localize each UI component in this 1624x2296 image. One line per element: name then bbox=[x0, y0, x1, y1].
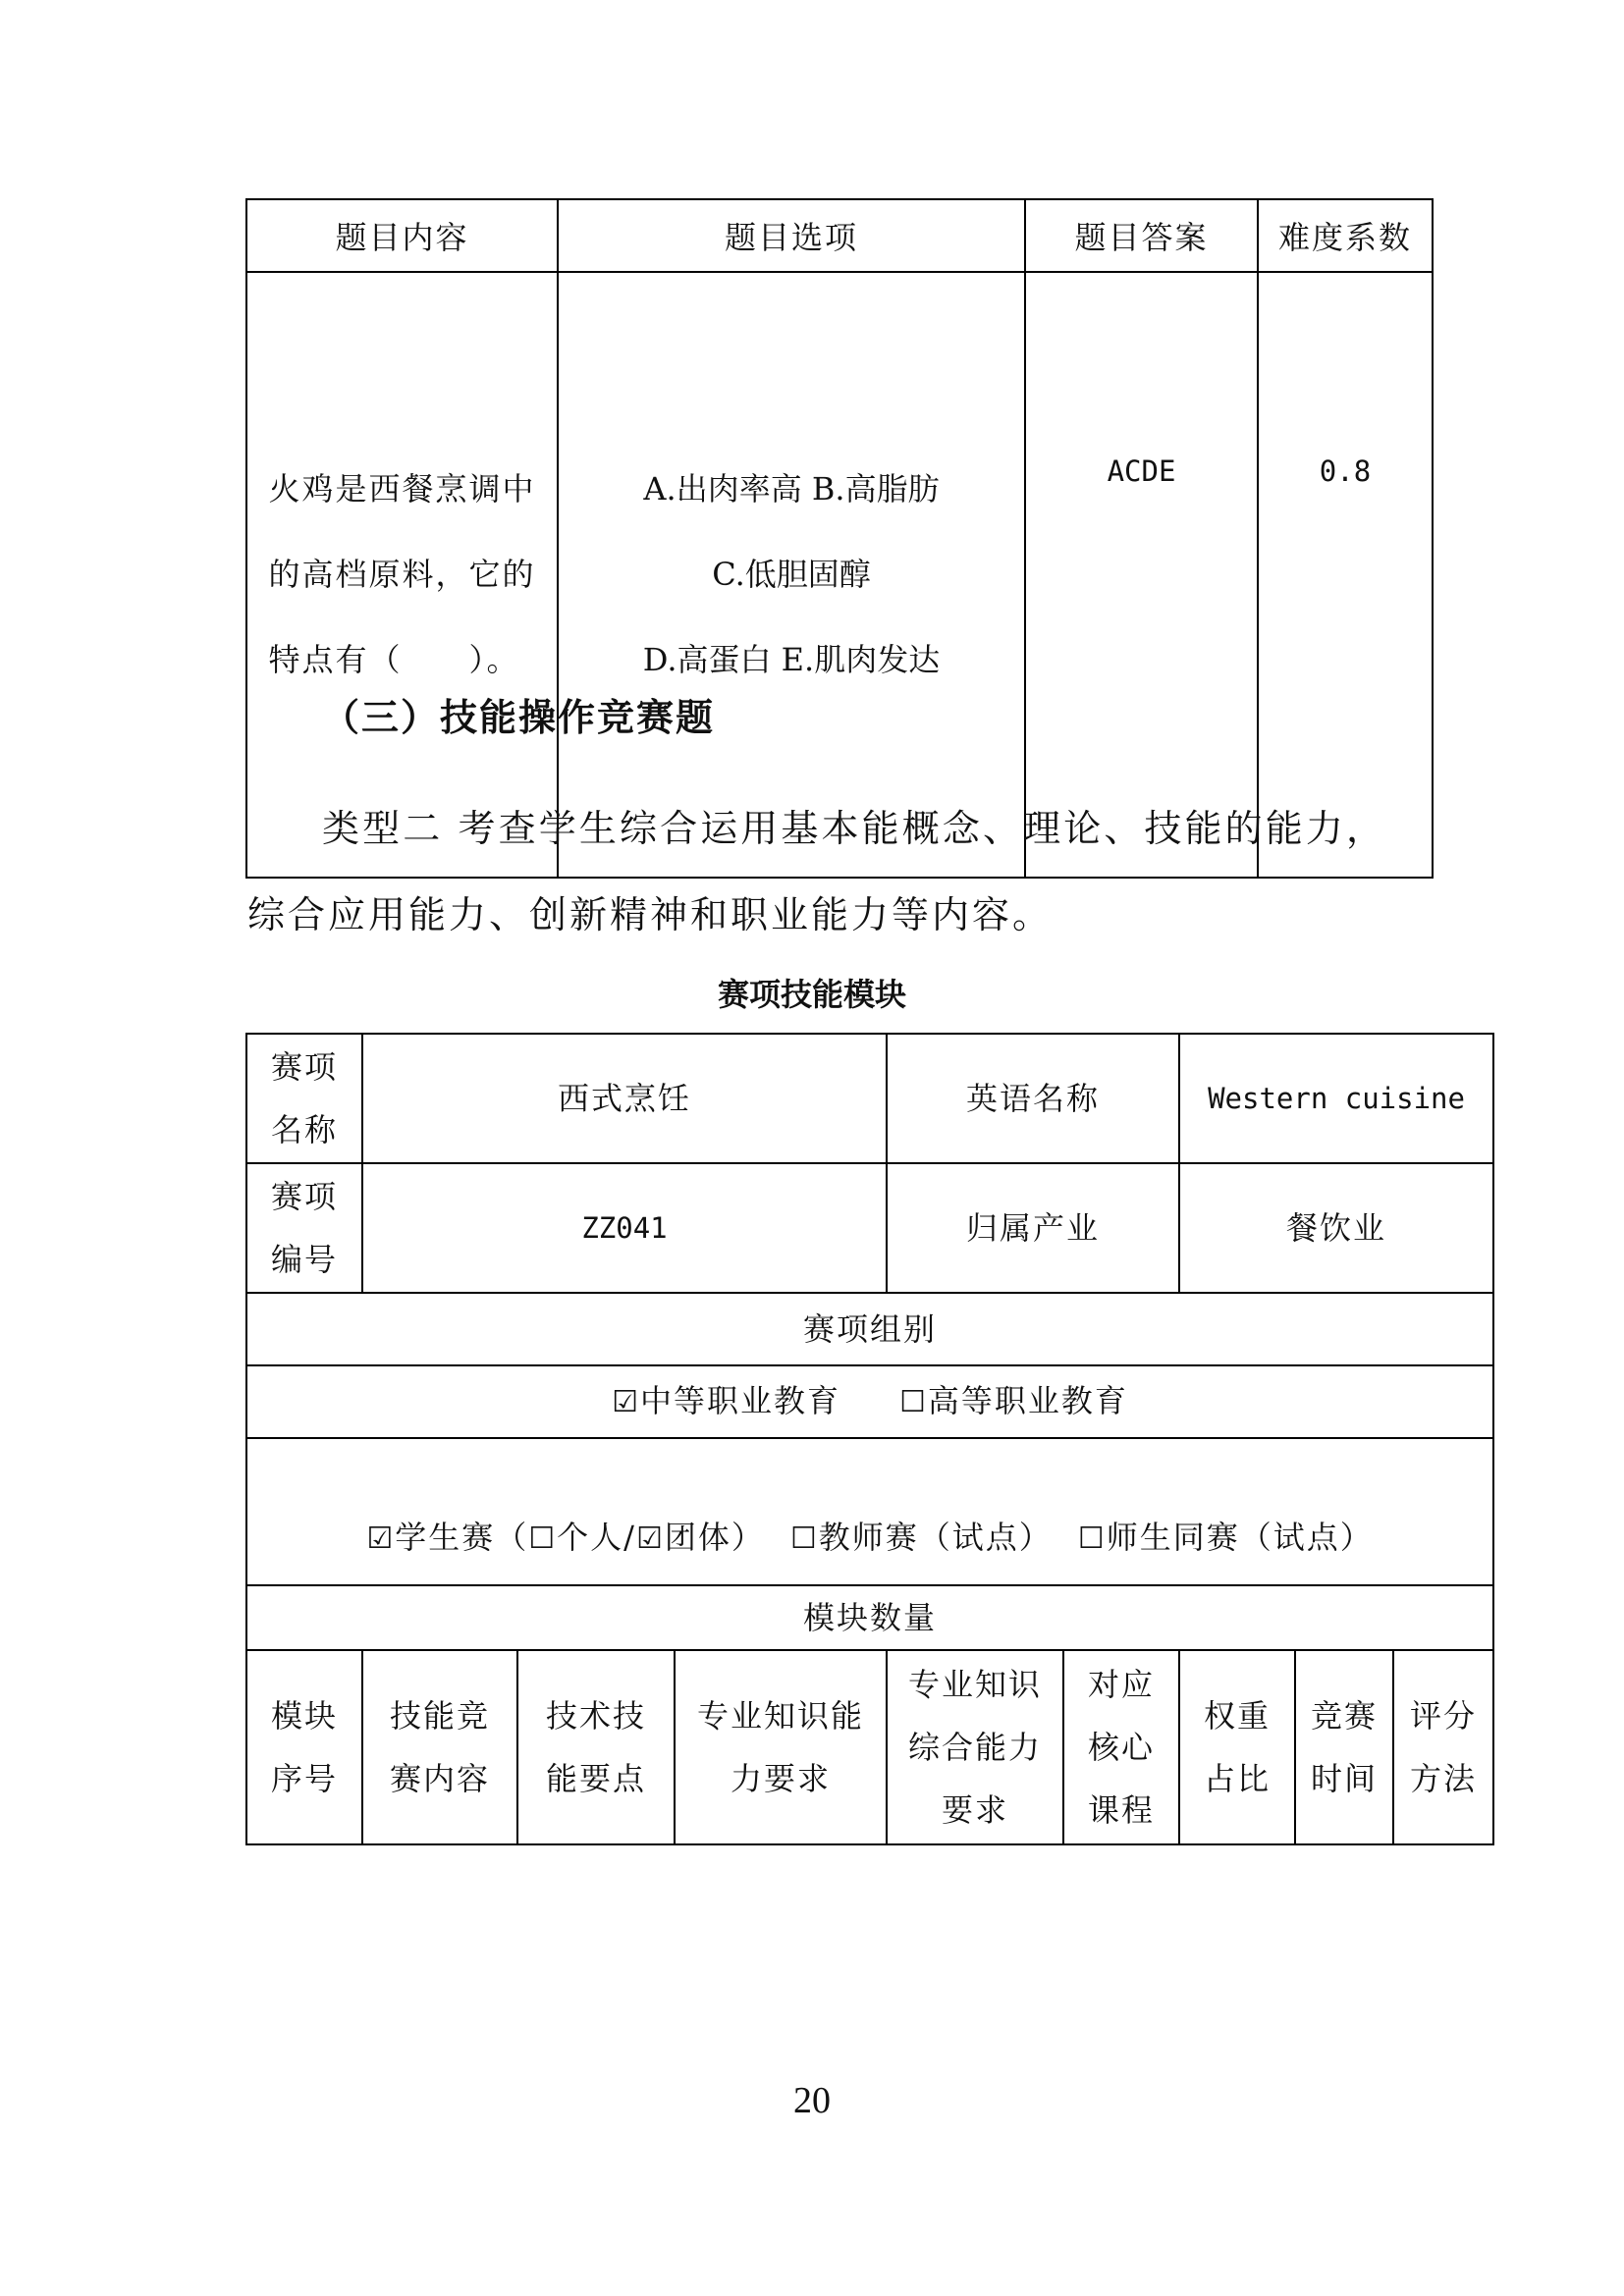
difficulty-value: 0.8 bbox=[1258, 272, 1433, 878]
column-line: 要求 bbox=[942, 1791, 1009, 1829]
label-line: 赛项 bbox=[270, 1048, 338, 1086]
column-line: 模块 bbox=[270, 1697, 338, 1735]
question-answer: ACDE bbox=[1025, 272, 1258, 878]
column-line: 占比 bbox=[1204, 1760, 1272, 1797]
column-line: 核心 bbox=[1088, 1729, 1156, 1766]
label-line: 名称 bbox=[270, 1111, 338, 1148]
column-knowledge-requirements bbox=[675, 1650, 887, 1844]
column-comprehensive-requirements bbox=[887, 1650, 1063, 1844]
team-label: 团体） bbox=[664, 1519, 765, 1556]
competition-type-row bbox=[246, 1438, 1493, 1585]
label-line: 赛项 bbox=[270, 1178, 338, 1215]
secondary-vocational-label: 中等职业教育 bbox=[640, 1382, 841, 1419]
module-count-row bbox=[246, 1585, 1493, 1650]
checkbox-unchecked-icon: ☐ bbox=[528, 1522, 558, 1556]
label-line: 编号 bbox=[270, 1241, 338, 1278]
module-columns-row bbox=[246, 1650, 1493, 1844]
question-text bbox=[268, 447, 535, 703]
option-line: A.出肉率高 B.高脂肪 bbox=[643, 470, 940, 507]
section-paragraph: 类型二 考查学生综合运用基本能概念、理论、技能的能力，综合应用能力、创新精神和职业能力等内容。 bbox=[247, 807, 1386, 936]
column-technical-points bbox=[517, 1650, 675, 1844]
column-line: 综合能力 bbox=[908, 1729, 1043, 1766]
column-line: 力要求 bbox=[731, 1760, 832, 1797]
page-number: 20 bbox=[793, 2080, 831, 2121]
column-scoring-method bbox=[1393, 1650, 1493, 1844]
section-heading: （三）技能操作竞赛题 bbox=[322, 696, 716, 739]
individual-label: 个人/ bbox=[557, 1519, 636, 1556]
column-module-number bbox=[246, 1650, 362, 1844]
industry-value: 餐饮业 bbox=[1179, 1163, 1493, 1293]
checkbox-checked-icon: ☑ bbox=[635, 1522, 665, 1556]
teacher-competition-label: 教师赛（试点） bbox=[818, 1519, 1053, 1556]
event-group-row bbox=[246, 1293, 1493, 1365]
student-competition-label: 学生赛（ bbox=[395, 1519, 529, 1556]
column-core-courses bbox=[1063, 1650, 1179, 1844]
checkbox-unchecked-icon: ☐ bbox=[1077, 1522, 1107, 1556]
column-line: 赛内容 bbox=[389, 1760, 490, 1797]
option-line: D.高蛋白 E.肌肉发达 bbox=[642, 641, 941, 678]
header-question-answer: 题目答案 bbox=[1025, 199, 1258, 272]
higher-vocational-label: 高等职业教育 bbox=[927, 1382, 1128, 1419]
column-line: 课程 bbox=[1088, 1791, 1156, 1829]
option-line: C.低胆固醇 bbox=[712, 556, 871, 593]
header-question-options: 题目选项 bbox=[558, 199, 1025, 272]
question-line: 特点有（ ）。 bbox=[268, 641, 520, 678]
event-code-value: ZZ041 bbox=[362, 1163, 887, 1293]
education-level-row bbox=[246, 1365, 1493, 1438]
column-line: 时间 bbox=[1311, 1760, 1379, 1797]
event-name-row bbox=[246, 1034, 1493, 1163]
column-line: 技术技 bbox=[545, 1697, 646, 1735]
question-table bbox=[245, 198, 1434, 879]
education-level-cell bbox=[246, 1365, 1493, 1438]
column-line: 对应 bbox=[1088, 1666, 1156, 1703]
question-line: 火鸡是西餐烹调中 bbox=[268, 470, 536, 507]
event-name-value: 西式烹饪 bbox=[362, 1034, 887, 1163]
skill-module-table bbox=[245, 1033, 1494, 1845]
checkbox-checked-icon: ☑ bbox=[612, 1385, 640, 1419]
column-line: 专业知识能 bbox=[697, 1697, 865, 1735]
column-line: 评分 bbox=[1410, 1697, 1478, 1735]
table-caption: 赛项技能模块 bbox=[717, 976, 906, 1013]
column-line: 序号 bbox=[270, 1760, 338, 1797]
event-group-label: 赛项组别 bbox=[246, 1293, 1493, 1365]
column-weight bbox=[1179, 1650, 1295, 1844]
teacher-student-competition-label: 师生同赛（试点） bbox=[1106, 1519, 1374, 1556]
column-line: 技能竞 bbox=[389, 1697, 490, 1735]
event-name-label bbox=[246, 1034, 362, 1163]
column-line: 专业知识 bbox=[908, 1666, 1043, 1703]
module-count-label: 模块数量 bbox=[246, 1585, 1493, 1650]
column-skill-content bbox=[362, 1650, 517, 1844]
question-table-header bbox=[246, 199, 1433, 272]
checkbox-unchecked-icon: ☐ bbox=[789, 1522, 819, 1556]
column-line: 权重 bbox=[1204, 1697, 1272, 1735]
event-code-row bbox=[246, 1163, 1493, 1293]
column-line: 竞赛 bbox=[1311, 1697, 1379, 1735]
competition-type-cell bbox=[246, 1438, 1493, 1585]
column-competition-time bbox=[1295, 1650, 1393, 1844]
industry-label: 归属产业 bbox=[887, 1163, 1179, 1293]
english-name-label: 英语名称 bbox=[887, 1034, 1179, 1163]
event-code-label bbox=[246, 1163, 362, 1293]
column-line: 能要点 bbox=[545, 1760, 646, 1797]
column-line: 方法 bbox=[1410, 1760, 1478, 1797]
english-name-value: Western cuisine bbox=[1179, 1034, 1493, 1163]
header-difficulty: 难度系数 bbox=[1258, 199, 1433, 272]
question-line: 的高档原料，它的 bbox=[268, 556, 536, 593]
header-question-content: 题目内容 bbox=[246, 199, 558, 272]
checkbox-checked-icon: ☑ bbox=[366, 1522, 396, 1556]
checkbox-unchecked-icon: ☐ bbox=[899, 1385, 928, 1419]
